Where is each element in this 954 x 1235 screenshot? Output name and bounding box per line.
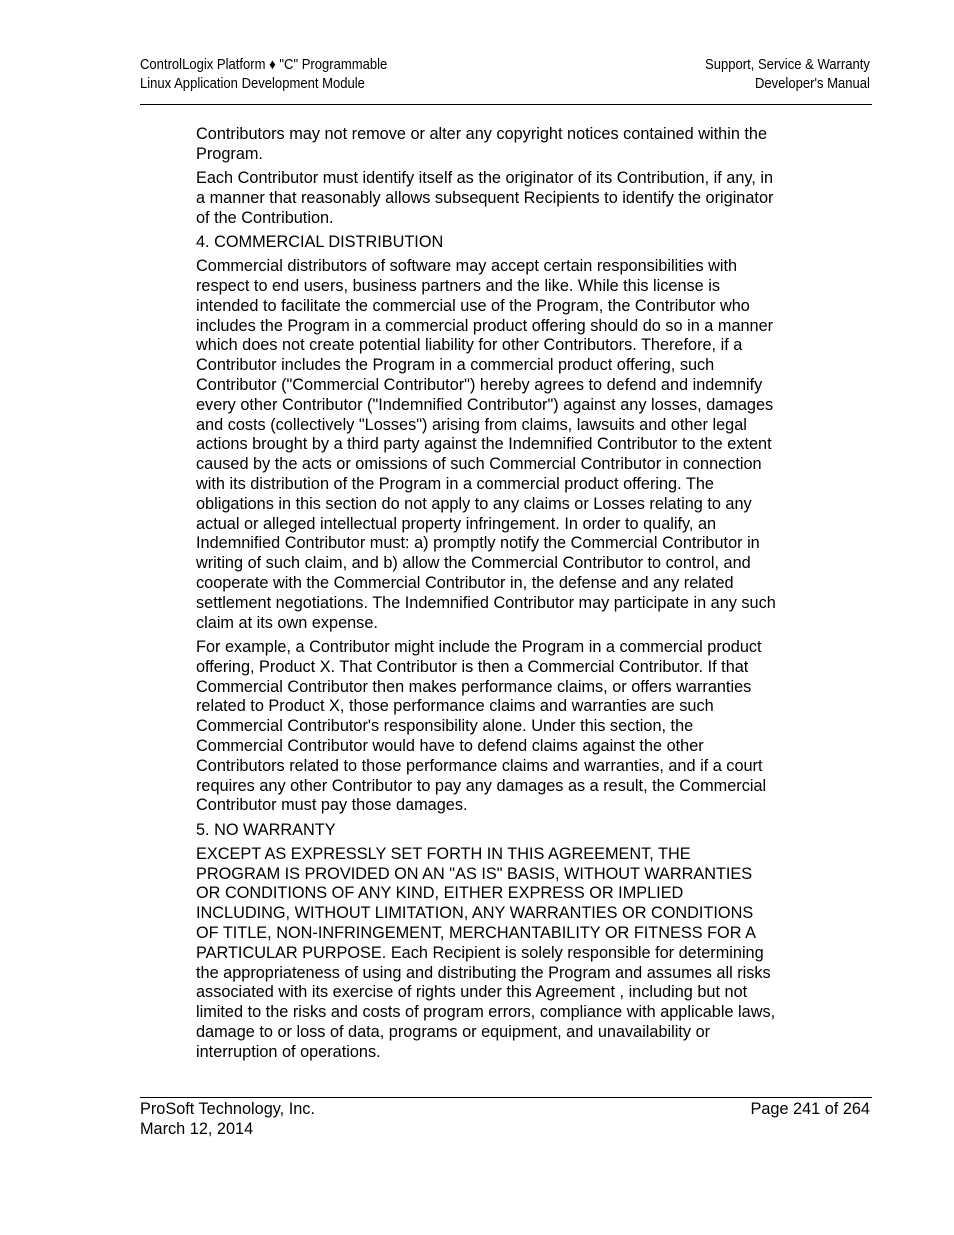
footer-publisher — [140, 1099, 315, 1139]
header-document-title — [140, 56, 387, 94]
header-section-line-2: Developer's Manual — [754, 76, 870, 92]
paragraph-commercial-example: For example, a Contributor might include the Program in a commercial product offering, Product X. That Contributor is then a Commercial Contributor. If that Commercial Contributor then makes performance claims, or offers warranties related to Product X, those performance claims and warranties are such Commercial Contributor's responsibility alone. Under this section, the Commercial Contributor would have to defend claims against the other Contributors related to those performance claims and warranties, and if a court requires any other Contributor to pay any damages as a result, the Commercial Contributor must pay those damages. — [196, 637, 767, 815]
header-title-line-2: Linux Application Development Module — [140, 76, 365, 92]
footer-date: March 12, 2014 — [140, 1120, 254, 1138]
header-section-line-1: Support, Service & Warranty — [705, 57, 870, 73]
page-body — [196, 125, 816, 1067]
paragraph-copyright-notices: Contributors may not remove or alter any copyright notices contained within the Program. — [196, 125, 768, 163]
page-number: Page 241 of 264 — [750, 1100, 870, 1118]
header-section-title — [705, 56, 870, 94]
paragraph-contributor-identification: Each Contributor must identify itself as the originator of its Contribution, if any, in a manner that reasonably allows subsequent Recipients to identify the originator of the Contribution. — [196, 169, 774, 227]
header-divider — [140, 104, 872, 105]
footer-divider — [140, 1097, 872, 1098]
header-title-line-1: ControlLogix Platform ♦ "C" Programmable — [140, 57, 388, 73]
page-header — [140, 56, 870, 104]
paragraph-commercial-distribution: Commercial distributors of software may accept certain responsibilities with respect to end users, business partners and the like. While this license is intended to facilitate the commercial use of the Program, the Contributor who includes the Program in a commercial product offering should do so in a manner which does not create potential liability for other Contributors. Therefore, if a Contributor includes the Program in a commercial product offering, such Contributor ("Commercial Contributor") hereby agrees to defend and indemnify every other Contributor ("Indemnified Contributor") against any losses, damages and costs (collectively "Losses") arising from claims, lawsuits and other legal actions brought by a third party against the Indemnified Contributor to the extent caused by the acts or omissions of such Commercial Contributor in connection with its distribution of the Program in a commercial product offering. The obligations in this section do not apply to any claims or Losses relating to any actual or alleged intellectual property infringement. In order to qualify, an Indemnified Contributor must: a) promptly notify the Commercial Contributor in writing of such claim, and b) allow the Commercial Contributor to control, and cooperate with the Commercial Contributor in, the defense and any related settlement negotiations. The Indemnified Contributor may participate in any such claim at its own expense. — [196, 257, 776, 632]
paragraph-no-warranty: EXCEPT AS EXPRESSLY SET FORTH IN THIS AGREEMENT, THE PROGRAM IS PROVIDED ON AN "AS IS" BASIS, WITHOUT WARRANTIES OR CONDITIONS OF ANY KIND, EITHER EXPRESS OR IMPLIED INCLUDING, WITHOUT LIMITATION, ANY WARRANTIES OR CONDITIONS OF TITLE, NON-INFRINGEMENT, MERCHANTABILITY OR FITNESS FOR A PARTICULAR PURPOSE. Each Recipient is solely responsible for determining the appropriateness of using and distributing the Program and assumes all risks associated with its exercise of rights under this Agreement , including but not limited to the risks and costs of program errors, compliance with applicable laws, damage to or loss of data, programs or equipment, and unavailability or interruption of operations. — [196, 844, 776, 1061]
footer-page-number — [750, 1099, 870, 1119]
section-heading-commercial-distribution: 4. COMMERCIAL DISTRIBUTION — [196, 232, 444, 251]
section-heading-no-warranty: 5. NO WARRANTY — [196, 820, 336, 839]
footer-company: ProSoft Technology, Inc. — [140, 1100, 315, 1118]
